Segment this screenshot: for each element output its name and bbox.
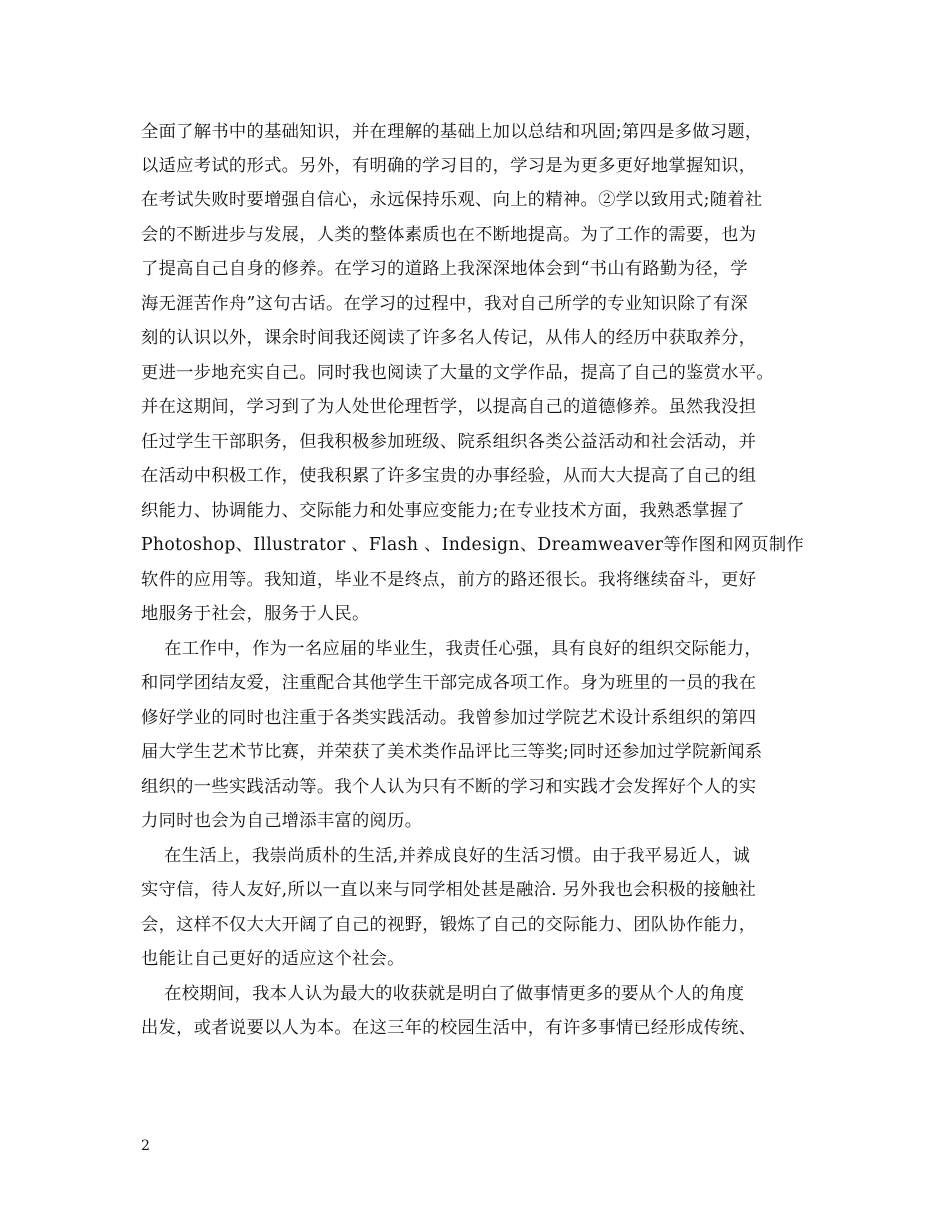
text-line: 组织的一些实践活动等。我个人认为只有不断的学习和实践才会发挥好个人的实 xyxy=(141,777,757,797)
text-line: 在工作中，作为一名应届的毕业生，我责任心强，具有良好的组织交际能力， xyxy=(141,639,762,659)
text-line: 届大学生艺术节比赛，并荣获了美术类作品评比三等奖;同时还参加过学院新闻系 xyxy=(141,742,763,762)
text-line: 力同时也会为自己增添丰富的阅历。 xyxy=(141,811,423,831)
text-line: 全面了解书中的基础知识，并在理解的基础上加以总结和巩固;第四是多做习题， xyxy=(141,122,763,142)
text-line: 织能力、协调能力、交际能力和处事应变能力;在专业技术方面，我熟悉掌握了 xyxy=(141,501,745,521)
text-line: 以适应考试的形式。另外，有明确的学习目的，学习是为更多更好地掌握知识， xyxy=(141,156,757,176)
text-line: 在生活上，我崇尚质朴的生活,并养成良好的生活习惯。由于我平易近人，诚 xyxy=(141,846,751,866)
text-line: 了提高自己自身的修养。在学习的道路上我深深地体会到“书山有路勤为径，学 xyxy=(141,259,748,279)
text-line: 在考试失败时要增强自信心，永远保持乐观、向上的精神。②学以致用式;随着社 xyxy=(141,190,763,210)
text-line: 并在这期间，学习到了为人处世伦理哲学，以提高自己的道德修养。虽然我没担 xyxy=(141,397,757,417)
text-line: Photoshop、Illustrator 、Flash 、Indesign、Dreamweaver等作图和网页制作 xyxy=(141,535,804,555)
text-line: 会的不断进步与发展，人类的整体素质也在不断地提高。为了工作的需要，也为 xyxy=(141,225,757,245)
text-line: 实守信，待人友好,所以一直以来与同学相处甚是融洽. 另外我也会积极的接触社 xyxy=(141,880,757,900)
text-line: 和同学团结友爱，注重配合其他学生干部完成各项工作。身为班里的一员的我在 xyxy=(141,673,757,693)
text-line: 会，这样不仅大大开阔了自己的视野，锻炼了自己的交际能力、团队协作能力， xyxy=(141,915,757,935)
text-line: 出发，或者说要以人为本。在这三年的校园生活中，有许多事情已经形成传统、 xyxy=(141,1018,757,1038)
text-line: 海无涯苦作舟”这句古话。在学习的过程中，我对自己所学的专业知识除了有深 xyxy=(141,294,748,314)
text-line: 也能让自己更好的适应这个社会。 xyxy=(141,949,405,969)
text-line: 修好学业的同时也注重于各类实践活动。我曾参加过学院艺术设计系组织的第四 xyxy=(141,708,757,728)
text-line: 刻的认识以外，课余时间我还阅读了许多名人传记，从伟人的经历中获取养分， xyxy=(141,328,757,348)
text-line: 软件的应用等。我知道，毕业不是终点，前方的路还很长。我将继续奋斗，更好 xyxy=(141,570,757,590)
text-line: 地服务于社会，服务于人民。 xyxy=(141,604,370,624)
text-line: 任过学生干部职务，但我积极参加班级、院系组织各类公益活动和社会活动，并 xyxy=(141,432,757,452)
page-number: 2 xyxy=(141,1138,150,1154)
text-line: 更进一步地充实自己。同时我也阅读了大量的文学作品，提高了自己的鉴赏水平。 xyxy=(141,363,774,383)
text-line: 在校期间，我本人认为最大的收获就是明白了做事情更多的要从个人的角度 xyxy=(141,984,745,1004)
text-line: 在活动中积极工作，使我积累了许多宝贵的办事经验，从而大大提高了自己的组 xyxy=(141,466,757,486)
